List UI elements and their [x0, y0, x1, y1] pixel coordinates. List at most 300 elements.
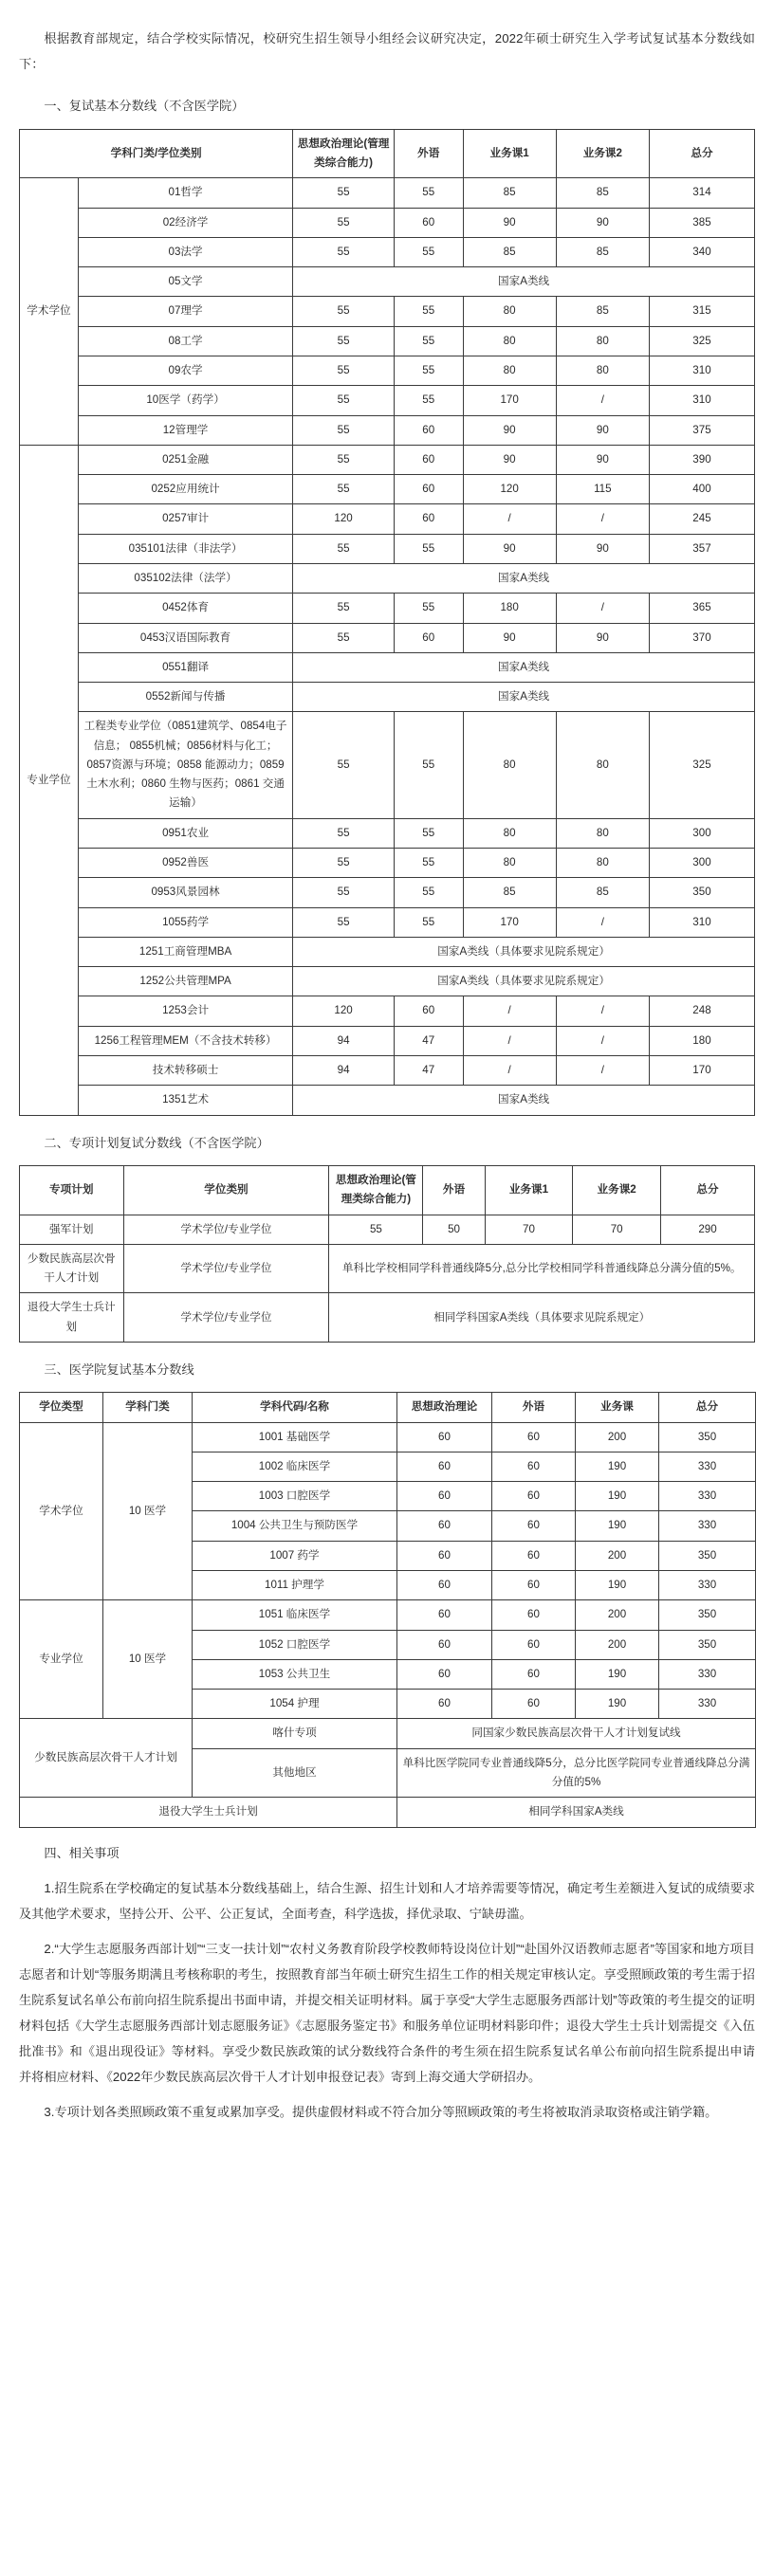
- total-score-cell: 330: [659, 1659, 756, 1689]
- total-score-cell: 330: [659, 1690, 756, 1719]
- col-header-degree-type: 学位类型: [20, 1393, 103, 1422]
- discipline-name-cell: 10医学（药学）: [78, 386, 292, 415]
- discipline-name-cell: 07理学: [78, 297, 292, 326]
- table-row: [20, 563, 755, 593]
- total-score-cell: 310: [649, 907, 754, 937]
- foreign-score-cell: 60: [492, 1571, 576, 1600]
- col-header-course2: 业务课2: [556, 129, 649, 178]
- col-header-politics: 思想政治理论: [397, 1393, 492, 1422]
- politics-score-cell: 60: [397, 1630, 492, 1659]
- discipline-name-cell: 1256工程管理MEM（不含技术转移）: [78, 1026, 292, 1055]
- discipline-name-cell: 02经济学: [78, 208, 292, 237]
- discipline-name-cell: 0453汉语国际教育: [78, 623, 292, 652]
- table-3-wrapper: [19, 1392, 755, 1827]
- table-row: [20, 967, 755, 996]
- foreign-score-cell: 55: [394, 356, 463, 385]
- total-score-cell: 180: [649, 1026, 754, 1055]
- score-note-cell: 相同学科国家A类线（具体要求见院系规定）: [329, 1293, 755, 1343]
- course1-score-cell: 80: [463, 712, 556, 818]
- politics-score-cell: 55: [293, 356, 395, 385]
- table-row: [20, 326, 755, 356]
- course1-score-cell: 80: [463, 818, 556, 848]
- politics-score-cell: 60: [397, 1571, 492, 1600]
- discipline-name-cell: 1053 公共卫生: [193, 1659, 397, 1689]
- table-row: [20, 178, 755, 208]
- table-row: [20, 415, 755, 445]
- course2-score-cell: 115: [556, 475, 649, 504]
- course-score-cell: 190: [576, 1659, 659, 1689]
- total-score-cell: 370: [649, 623, 754, 652]
- degree-type-cell: 学术学位/专业学位: [123, 1244, 329, 1293]
- table-2-wrapper: [19, 1165, 755, 1343]
- col-header-foreign: 外语: [423, 1165, 485, 1215]
- plan-name-cell: 少数民族高层次骨干人才计划: [20, 1244, 124, 1293]
- col-header-course1: 业务课1: [485, 1165, 573, 1215]
- politics-score-cell: 55: [293, 208, 395, 237]
- discipline-name-cell: 1055药学: [78, 907, 292, 937]
- table-row: [20, 297, 755, 326]
- discipline-name-cell: 1003 口腔医学: [193, 1482, 397, 1511]
- col-header-politics: 思想政治理论(管理类综合能力): [329, 1165, 423, 1215]
- group-label-academic-degree: 学术学位: [20, 1422, 103, 1600]
- discipline-name-cell: 1251工商管理MBA: [78, 937, 292, 966]
- total-score-cell: 375: [649, 415, 754, 445]
- score-note-cell: 同国家少数民族高层次骨干人才计划复试线: [397, 1719, 756, 1748]
- foreign-score-cell: 60: [492, 1482, 576, 1511]
- politics-score-cell: 55: [293, 907, 395, 937]
- discipline-name-cell: 1011 护理学: [193, 1571, 397, 1600]
- foreign-score-cell: 60: [394, 996, 463, 1026]
- table-row: [20, 996, 755, 1026]
- table-2-body: [20, 1215, 755, 1342]
- table-row: [20, 267, 755, 297]
- discipline-name-cell: 12管理学: [78, 415, 292, 445]
- table-row: [20, 534, 755, 563]
- course-score-cell: 200: [576, 1600, 659, 1630]
- score-note-cell: 国家A类线: [293, 683, 755, 712]
- table-row: [20, 937, 755, 966]
- col-header-code-name: 学科代码/名称: [193, 1393, 397, 1422]
- discipline-name-cell: 09农学: [78, 356, 292, 385]
- politics-score-cell: 60: [397, 1422, 492, 1452]
- discipline-category-cell: 10 医学: [103, 1600, 193, 1719]
- course-score-cell: 190: [576, 1690, 659, 1719]
- group-label-professional-degree: 专业学位: [20, 1600, 103, 1719]
- course-score-cell: 190: [576, 1511, 659, 1541]
- discipline-name-cell: 工程类专业学位（0851建筑学、0854电子信息； 0855机械；0856材料与化工；0857资源与环境；0858 能源动力；0859 土木水利；0860 生物与医药；0861 交通运输）: [78, 712, 292, 818]
- course2-score-cell: 90: [556, 208, 649, 237]
- course-score-cell: 190: [576, 1452, 659, 1481]
- course2-score-cell: 85: [556, 878, 649, 907]
- discipline-name-cell: 1051 临床医学: [193, 1600, 397, 1630]
- minority-plan-label-cell: 少数民族高层次骨干人才计划: [20, 1719, 193, 1798]
- table-1-wrapper: [19, 129, 755, 1116]
- course1-score-cell: 85: [463, 878, 556, 907]
- foreign-score-cell: 60: [492, 1452, 576, 1481]
- section-3-heading: 三、医学院复试基本分数线: [44, 1361, 194, 1377]
- course1-score-cell: 80: [463, 326, 556, 356]
- total-score-cell: 314: [649, 178, 754, 208]
- politics-score-cell: 94: [293, 1026, 395, 1055]
- politics-score-cell: 55: [293, 475, 395, 504]
- table-row: [20, 594, 755, 623]
- plan-name-cell: 退役大学生士兵计划: [20, 1293, 124, 1343]
- course1-score-cell: 90: [463, 534, 556, 563]
- foreign-score-cell: 55: [394, 237, 463, 266]
- politics-score-cell: 60: [397, 1482, 492, 1511]
- table-row: [20, 1215, 755, 1244]
- total-score-cell: 330: [659, 1482, 756, 1511]
- foreign-score-cell: 60: [492, 1541, 576, 1570]
- table-row: [20, 1600, 756, 1630]
- course2-score-cell: /: [556, 1026, 649, 1055]
- discipline-name-cell: 1002 临床医学: [193, 1452, 397, 1481]
- table-header-row: [20, 1165, 755, 1215]
- table-row: [20, 1056, 755, 1086]
- table-row: [20, 1293, 755, 1343]
- total-score-cell: 330: [659, 1452, 756, 1481]
- course2-score-cell: 80: [556, 818, 649, 848]
- course2-score-cell: /: [556, 1056, 649, 1086]
- intro-paragraph: 根据教育部规定，结合学校实际情况，校研究生招生领导小组经会议研究决定，2022年硕士研究生入学考试复试基本分数线如下：: [19, 31, 755, 72]
- foreign-score-cell: 60: [492, 1690, 576, 1719]
- group-label-academic-degree: 学术学位: [20, 178, 79, 446]
- total-score-cell: 400: [649, 475, 754, 504]
- foreign-score-cell: 60: [394, 445, 463, 474]
- foreign-score-cell: 55: [394, 907, 463, 937]
- politics-score-cell: 94: [293, 1056, 395, 1086]
- politics-score-cell: 55: [293, 445, 395, 474]
- score-note-cell: 单科比医学院同专业普通线降5分，总分比医学院同专业普通线降总分满分值的5%: [397, 1748, 756, 1798]
- foreign-score-cell: 55: [394, 326, 463, 356]
- section-2-heading: 二、专项计划复试分数线（不含医学院）: [44, 1135, 269, 1150]
- politics-score-cell: 55: [293, 818, 395, 848]
- discipline-name-cell: 0251金融: [78, 445, 292, 474]
- course1-score-cell: 170: [463, 907, 556, 937]
- total-score-cell: 365: [649, 594, 754, 623]
- table-row: [20, 1026, 755, 1055]
- politics-score-cell: 60: [397, 1600, 492, 1630]
- course2-score-cell: 80: [556, 712, 649, 818]
- course-score-cell: 190: [576, 1482, 659, 1511]
- course1-score-cell: /: [463, 1056, 556, 1086]
- note-paragraph-3: 3.专项计划各类照顾政策不重复或累加享受。提供虚假材料或不符合加分等照顾政策的考生将被取消录取资格或注销学籍。: [44, 2105, 718, 2120]
- politics-score-cell: 60: [397, 1541, 492, 1570]
- total-score-cell: 170: [649, 1056, 754, 1086]
- foreign-score-cell: 47: [394, 1026, 463, 1055]
- col-header-course1: 业务课1: [463, 129, 556, 178]
- course1-score-cell: 90: [463, 415, 556, 445]
- table-row: [20, 907, 755, 937]
- table-row: [20, 683, 755, 712]
- course2-score-cell: /: [556, 907, 649, 937]
- foreign-score-cell: 55: [394, 386, 463, 415]
- table-row: [20, 237, 755, 266]
- table-row: [20, 712, 755, 818]
- foreign-score-cell: 55: [394, 818, 463, 848]
- discipline-name-cell: 1001 基础医学: [193, 1422, 397, 1452]
- special-program-score-table: [19, 1165, 755, 1343]
- course1-score-cell: 90: [463, 445, 556, 474]
- course-score-cell: 190: [576, 1571, 659, 1600]
- discipline-name-cell: 03法学: [78, 237, 292, 266]
- course2-score-cell: 90: [556, 623, 649, 652]
- discipline-category-cell: 10 医学: [103, 1422, 193, 1600]
- course1-score-cell: /: [463, 1026, 556, 1055]
- foreign-score-cell: 55: [394, 849, 463, 878]
- table-3-body: [20, 1422, 756, 1827]
- course-score-cell: 200: [576, 1541, 659, 1570]
- discipline-name-cell: 0952兽医: [78, 849, 292, 878]
- discipline-name-cell: 0252应用统计: [78, 475, 292, 504]
- discipline-name-cell: 08工学: [78, 326, 292, 356]
- course1-score-cell: 170: [463, 386, 556, 415]
- foreign-score-cell: 60: [394, 415, 463, 445]
- course2-score-cell: 80: [556, 849, 649, 878]
- plan-name-cell: 强军计划: [20, 1215, 124, 1244]
- col-header-discipline-category: 学科门类: [103, 1393, 193, 1422]
- group-label-professional-degree: 专业学位: [20, 445, 79, 1115]
- discipline-name-cell: 1252公共管理MPA: [78, 967, 292, 996]
- discipline-name-cell: 05文学: [78, 267, 292, 297]
- total-score-cell: 350: [659, 1630, 756, 1659]
- discipline-name-cell: 1004 公共卫生与预防医学: [193, 1511, 397, 1541]
- politics-score-cell: 55: [329, 1215, 423, 1244]
- course1-score-cell: 80: [463, 297, 556, 326]
- total-score-cell: 310: [649, 386, 754, 415]
- table-row: [20, 475, 755, 504]
- politics-score-cell: 120: [293, 504, 395, 534]
- politics-score-cell: 55: [293, 623, 395, 652]
- score-note-cell: 国家A类线（具体要求见院系规定）: [293, 937, 755, 966]
- course1-score-cell: 80: [463, 356, 556, 385]
- basic-score-line-table: [19, 129, 755, 1116]
- table-row: [20, 623, 755, 652]
- politics-score-cell: 55: [293, 178, 395, 208]
- table-row: [20, 1086, 755, 1115]
- total-score-cell: 290: [660, 1215, 754, 1244]
- score-note-cell: 国家A类线: [293, 1086, 755, 1115]
- table-row: [20, 849, 755, 878]
- total-score-cell: 357: [649, 534, 754, 563]
- score-note-cell: 国家A类线: [293, 652, 755, 682]
- table-1-head: [20, 129, 755, 178]
- table-1-body: [20, 178, 755, 1115]
- politics-score-cell: 55: [293, 712, 395, 818]
- score-note-cell: 国家A类线: [293, 563, 755, 593]
- course2-score-cell: 90: [556, 445, 649, 474]
- notes-container: [19, 1875, 755, 2126]
- col-header-total: 总分: [649, 129, 754, 178]
- course1-score-cell: 85: [463, 237, 556, 266]
- politics-score-cell: 55: [293, 415, 395, 445]
- col-header-foreign: 外语: [394, 129, 463, 178]
- course1-score-cell: 180: [463, 594, 556, 623]
- course2-score-cell: /: [556, 504, 649, 534]
- total-score-cell: 330: [659, 1571, 756, 1600]
- total-score-cell: 350: [659, 1422, 756, 1452]
- total-score-cell: 325: [649, 326, 754, 356]
- table-row: [20, 386, 755, 415]
- total-score-cell: 385: [649, 208, 754, 237]
- foreign-score-cell: 55: [394, 878, 463, 907]
- course2-score-cell: 80: [556, 356, 649, 385]
- score-note-cell: 国家A类线: [293, 267, 755, 297]
- table-row: [20, 878, 755, 907]
- foreign-score-cell: 60: [394, 475, 463, 504]
- table-row: [20, 1719, 756, 1748]
- discipline-name-cell: 1054 护理: [193, 1690, 397, 1719]
- course1-score-cell: 120: [463, 475, 556, 504]
- total-score-cell: 340: [649, 237, 754, 266]
- discipline-name-cell: 0552新闻与传播: [78, 683, 292, 712]
- foreign-score-cell: 50: [423, 1215, 485, 1244]
- col-header-degree-type: 学位类别: [123, 1165, 329, 1215]
- total-score-cell: 390: [649, 445, 754, 474]
- foreign-score-cell: 60: [394, 504, 463, 534]
- politics-score-cell: 55: [293, 594, 395, 623]
- course2-score-cell: 80: [556, 326, 649, 356]
- course1-score-cell: 80: [463, 849, 556, 878]
- region-cell: 其他地区: [193, 1748, 397, 1798]
- col-header-plan: 专项计划: [20, 1165, 124, 1215]
- discipline-name-cell: 技术转移硕士: [78, 1056, 292, 1086]
- course1-score-cell: 85: [463, 178, 556, 208]
- table-row: [20, 652, 755, 682]
- col-header-course: 业务课: [576, 1393, 659, 1422]
- politics-score-cell: 55: [293, 849, 395, 878]
- course1-score-cell: 70: [485, 1215, 573, 1244]
- discipline-name-cell: 1253会计: [78, 996, 292, 1026]
- table-header-row: [20, 129, 755, 178]
- table-row: [20, 1798, 756, 1827]
- foreign-score-cell: 60: [492, 1600, 576, 1630]
- total-score-cell: 245: [649, 504, 754, 534]
- total-score-cell: 310: [649, 356, 754, 385]
- discipline-name-cell: 035102法律（法学）: [78, 563, 292, 593]
- course2-score-cell: 85: [556, 237, 649, 266]
- discipline-name-cell: 01哲学: [78, 178, 292, 208]
- col-header-politics: 思想政治理论(管理类综合能力): [293, 129, 395, 178]
- table-row: [20, 445, 755, 474]
- table-2-head: [20, 1165, 755, 1215]
- politics-score-cell: 60: [397, 1690, 492, 1719]
- foreign-score-cell: 55: [394, 534, 463, 563]
- politics-score-cell: 55: [293, 326, 395, 356]
- note-paragraph-1: 1.招生院系在学校确定的复试基本分数线基础上，结合生源、招生计划和人才培养需要等情况，确定考生差额进入复试的成绩要求及其他学术要求，坚持公开、公平、公正复试，全面考查，科学选拔，择优录取、宁缺毋滥。: [19, 1880, 755, 1922]
- col-header-course2: 业务课2: [573, 1165, 661, 1215]
- politics-score-cell: 60: [397, 1511, 492, 1541]
- foreign-score-cell: 60: [394, 623, 463, 652]
- note-paragraph-2: 2.“大学生志愿服务西部计划”“三支一扶计划”“农村义务教育阶段学校教师特设岗位计划”“赴国外汉语教师志愿者”等国家和地方项目志愿者和计划“等服务期满且考核称职的考生，按照教育部当年硕士研究生招生工作的相关规定审核认定。享受照顾政策的考生需于招生院系复试名单公布前向招生院系提出书面申请，并提交相关证明材料。属于享受“大学生志愿服务西部计划”等政策的考生提交的证明材料包括《大学生志愿服务西部计划志愿服务证》《志愿服务鉴定书》和服务单位证明材料影印件；退役大学生士兵计划需提交《入伍批准书》和《退出现役证》等材料。享受少数民族政策的试分数线符合条件的考生须在招生院系复试名单公布前向招生院系提出申请并将相应材料、《2022年少数民族高层次骨干人才计划申报登记表》寄到上海交通大学研招办。: [19, 1942, 755, 2085]
- total-score-cell: 248: [649, 996, 754, 1026]
- section-4-heading: 四、相关事项: [44, 1845, 120, 1860]
- discipline-name-cell: 035101法律（非法学）: [78, 534, 292, 563]
- degree-type-cell: 学术学位/专业学位: [123, 1293, 329, 1343]
- course2-score-cell: 85: [556, 178, 649, 208]
- col-header-discipline: 学科门类/学位类别: [20, 129, 293, 178]
- score-note-cell: 国家A类线（具体要求见院系规定）: [293, 967, 755, 996]
- foreign-score-cell: 60: [394, 208, 463, 237]
- total-score-cell: 315: [649, 297, 754, 326]
- politics-score-cell: 60: [397, 1452, 492, 1481]
- foreign-score-cell: 60: [492, 1511, 576, 1541]
- total-score-cell: 300: [649, 818, 754, 848]
- table-row: [20, 356, 755, 385]
- foreign-score-cell: 47: [394, 1056, 463, 1086]
- course-score-cell: 200: [576, 1630, 659, 1659]
- politics-score-cell: 55: [293, 534, 395, 563]
- total-score-cell: 325: [649, 712, 754, 818]
- degree-type-cell: 学术学位/专业学位: [123, 1215, 329, 1244]
- foreign-score-cell: 60: [492, 1630, 576, 1659]
- discipline-name-cell: 0951农业: [78, 818, 292, 848]
- discipline-name-cell: 1007 药学: [193, 1541, 397, 1570]
- foreign-score-cell: 55: [394, 297, 463, 326]
- veteran-plan-label-cell: 退役大学生士兵计划: [20, 1798, 397, 1827]
- col-header-total: 总分: [659, 1393, 756, 1422]
- medical-school-score-table: [19, 1392, 756, 1827]
- course2-score-cell: 85: [556, 297, 649, 326]
- discipline-name-cell: 0551翻译: [78, 652, 292, 682]
- table-3-head: [20, 1393, 756, 1422]
- foreign-score-cell: 60: [492, 1659, 576, 1689]
- total-score-cell: 300: [649, 849, 754, 878]
- table-row: [20, 1244, 755, 1293]
- discipline-name-cell: 0452体育: [78, 594, 292, 623]
- politics-score-cell: 120: [293, 996, 395, 1026]
- politics-score-cell: 55: [293, 878, 395, 907]
- foreign-score-cell: 55: [394, 594, 463, 623]
- table-row: [20, 208, 755, 237]
- score-note-cell: 单科比学校相同学科普通线降5分,总分比学校相同学科普通线降总分满分值的5%。: [329, 1244, 755, 1293]
- discipline-name-cell: 1351艺术: [78, 1086, 292, 1115]
- course2-score-cell: 90: [556, 534, 649, 563]
- course2-score-cell: 90: [556, 415, 649, 445]
- course2-score-cell: /: [556, 996, 649, 1026]
- course1-score-cell: 90: [463, 208, 556, 237]
- course2-score-cell: /: [556, 594, 649, 623]
- table-row: [20, 504, 755, 534]
- politics-score-cell: 60: [397, 1659, 492, 1689]
- table-row: [20, 1422, 756, 1452]
- total-score-cell: 350: [659, 1541, 756, 1570]
- politics-score-cell: 55: [293, 386, 395, 415]
- course1-score-cell: /: [463, 996, 556, 1026]
- foreign-score-cell: 60: [492, 1422, 576, 1452]
- course1-score-cell: /: [463, 504, 556, 534]
- region-cell: 喀什专项: [193, 1719, 397, 1748]
- foreign-score-cell: 55: [394, 178, 463, 208]
- discipline-name-cell: 1052 口腔医学: [193, 1630, 397, 1659]
- section-1-heading: 一、复试基本分数线（不含医学院）: [44, 99, 245, 114]
- col-header-foreign: 外语: [492, 1393, 576, 1422]
- foreign-score-cell: 55: [394, 712, 463, 818]
- discipline-name-cell: 0257审计: [78, 504, 292, 534]
- course-score-cell: 200: [576, 1422, 659, 1452]
- table-row: [20, 818, 755, 848]
- score-note-cell: 相同学科国家A类线: [397, 1798, 756, 1827]
- table-header-row: [20, 1393, 756, 1422]
- politics-score-cell: 55: [293, 237, 395, 266]
- total-score-cell: 350: [659, 1600, 756, 1630]
- course2-score-cell: /: [556, 386, 649, 415]
- course1-score-cell: 90: [463, 623, 556, 652]
- total-score-cell: 330: [659, 1511, 756, 1541]
- document-page: [0, 12, 774, 2142]
- total-score-cell: 350: [649, 878, 754, 907]
- discipline-name-cell: 0953风景园林: [78, 878, 292, 907]
